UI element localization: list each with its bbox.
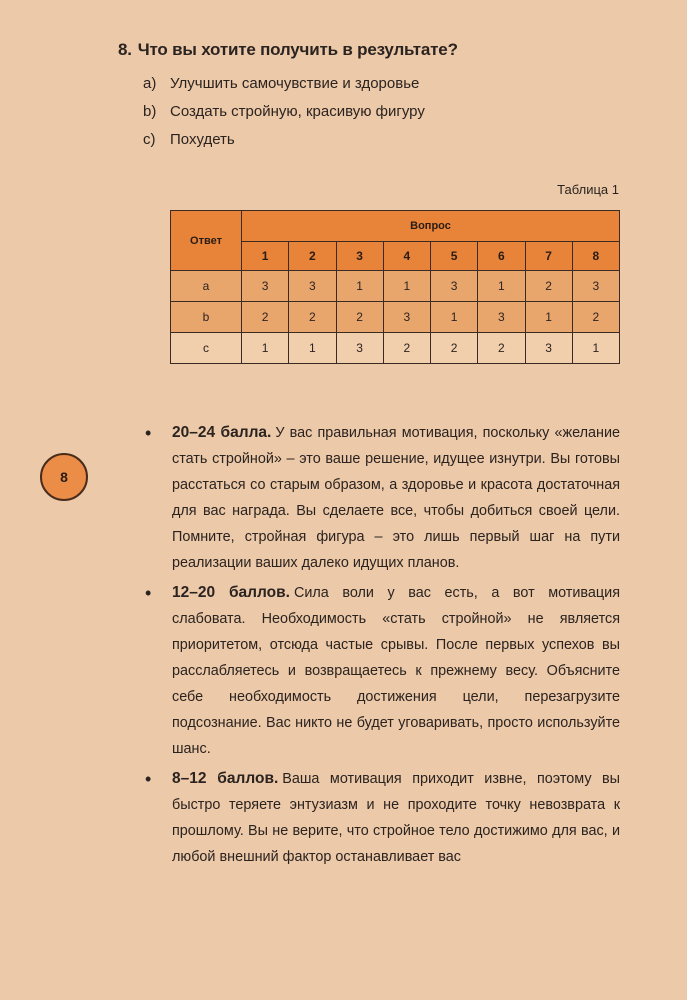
option-c <box>143 130 425 158</box>
table-row <box>171 302 620 333</box>
score-cell: 1 <box>525 302 572 333</box>
question-number-header: 4 <box>383 242 430 271</box>
score-cell: 2 <box>242 302 289 333</box>
score-cell: 1 <box>478 271 525 302</box>
results-list <box>145 420 620 874</box>
bullet-icon: • <box>145 583 152 603</box>
result-heading: 20–24 балла. <box>172 424 272 441</box>
score-cell: 2 <box>431 333 478 364</box>
score-cell: 3 <box>289 271 336 302</box>
result-heading: 12–20 баллов. <box>172 584 290 601</box>
result-item <box>145 580 620 762</box>
result-text: Сила воли у вас есть, а вот мотивация слабовата. Необходимость «стать стройной» не является приоритетом, отсюда частые срывы. После первых успехов вы расслабляетесь и возвращаетесь к прежнему весу. Объясните себе необходимость достижения цели, перезагрузите подсознание. Вас никто не будет уговаривать, просто используйте шанс. <box>172 585 620 757</box>
question-number-header: 8 <box>572 242 619 271</box>
score-cell: 2 <box>289 302 336 333</box>
question-number-header: 7 <box>525 242 572 271</box>
bullet-icon: • <box>145 423 152 443</box>
score-table <box>170 210 620 364</box>
score-cell: 2 <box>525 271 572 302</box>
question-number: 8. <box>118 40 132 59</box>
answer-cell: b <box>171 302 242 333</box>
score-cell: 2 <box>383 333 430 364</box>
score-cell: 2 <box>478 333 525 364</box>
bullet-icon: • <box>145 769 152 789</box>
option-text: Похудеть <box>170 131 235 148</box>
score-cell: 1 <box>383 271 430 302</box>
score-cell: 3 <box>383 302 430 333</box>
result-item <box>145 766 620 870</box>
option-b <box>143 102 425 130</box>
question-number-header: 3 <box>336 242 383 271</box>
score-cell: 3 <box>242 271 289 302</box>
answer-cell: a <box>171 271 242 302</box>
result-item <box>145 420 620 576</box>
option-text: Улучшить самочувствие и здоровье <box>170 75 420 92</box>
score-cell: 1 <box>242 333 289 364</box>
score-cell: 1 <box>431 302 478 333</box>
question-number-header: 1 <box>242 242 289 271</box>
score-cell: 3 <box>336 333 383 364</box>
question-number-header: 6 <box>478 242 525 271</box>
option-a <box>143 74 425 102</box>
table-row <box>171 271 620 302</box>
option-letter: b) <box>143 103 157 120</box>
answer-header: Ответ <box>171 211 242 271</box>
option-letter: a) <box>143 75 157 92</box>
score-cell: 3 <box>478 302 525 333</box>
option-text: Создать стройную, красивую фигуру <box>170 103 425 120</box>
score-cell: 1 <box>336 271 383 302</box>
question-header: Вопрос <box>242 211 620 242</box>
table-caption: Таблица 1 <box>557 182 619 197</box>
score-cell: 3 <box>572 271 619 302</box>
result-text: У вас правильная мотивация, поскольку «желание стать стройной» – это ваше решение, идущее изнутри. Вы готовы расстаться со старым образом, а здоровье и красота достаточная для вас награда. Вы сделаете все, чтобы добиться своей цели. Помните, стройная фигура – это лишь первый шаг на пути реализации ваших далеко идущих планов. <box>172 425 620 571</box>
result-text: Ваша мотивация приходит извне, поэтому вы быстро теряете энтузиазм и не проходите точку невозврата к прошлому. Вы не верите, что стройное тело достижимо для вас, и любой внешний фактор останавливает вас <box>172 771 620 865</box>
result-heading: 8–12 баллов. <box>172 770 279 787</box>
score-cell: 3 <box>431 271 478 302</box>
score-cell: 1 <box>289 333 336 364</box>
question-title <box>118 40 458 60</box>
option-letter: c) <box>143 131 156 148</box>
page-badge: 8 <box>40 453 88 501</box>
table-row <box>171 333 620 364</box>
question-number-header: 2 <box>289 242 336 271</box>
score-cell: 3 <box>525 333 572 364</box>
question-number-header: 5 <box>431 242 478 271</box>
score-cell: 1 <box>572 333 619 364</box>
score-cell: 2 <box>572 302 619 333</box>
question-options <box>143 74 425 158</box>
score-cell: 2 <box>336 302 383 333</box>
answer-cell: c <box>171 333 242 364</box>
question-text: Что вы хотите получить в результате? <box>137 40 458 59</box>
